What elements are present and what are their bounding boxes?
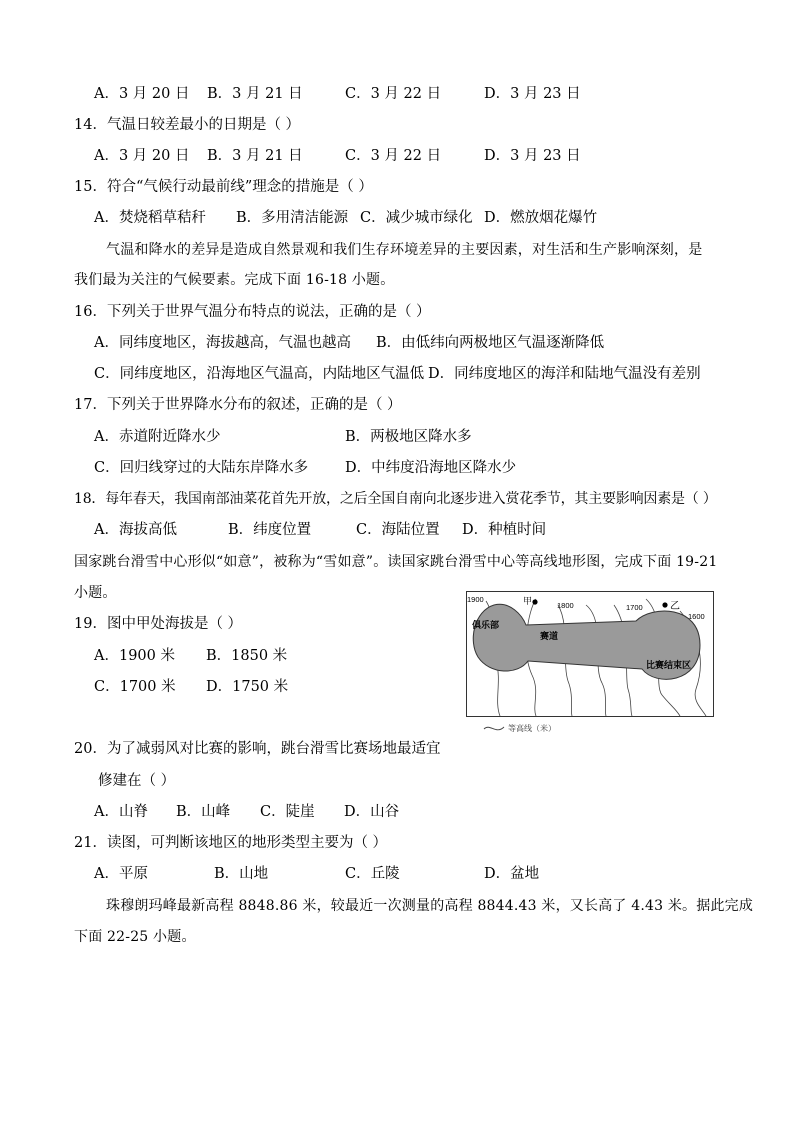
q14-option-c[interactable]: C．3 月 22 日 [345,148,442,164]
point-yi [662,602,667,607]
q14-stem: 14．气温日较差最小的日期是（ ） [74,117,301,133]
q19-option-a[interactable]: A．1900 米 [94,648,175,664]
q16-option-c[interactable]: C．同纬度地区，沿海地区气温高，内陆地区气温低 [94,366,425,382]
q13-option-b[interactable]: B．3 月 21 日 [207,86,303,102]
contour-label-1700: 1700 [626,603,643,612]
contour-map [466,591,714,739]
q16-option-a[interactable]: A．同纬度地区，海拔越高，气温也越高 [94,335,351,351]
passage3-line1: 珠穆朗玛峰最新高程 8848.86 米，较最近一次测量的高程 8844.43 米，又长高了 4.43 米。据此完成 [106,898,754,914]
q19-option-b[interactable]: B．1850 米 [206,648,288,664]
q18-option-a[interactable]: A．海拔高低 [94,522,177,538]
q14-option-d[interactable]: D．3 月 23 日 [484,148,581,164]
legend-label: 等高线（米） [508,724,556,733]
q15-stem: 15．符合“气候行动最前线”理念的措施是（ ） [74,179,373,195]
q18-stem: 18．每年春天，我国南部油菜花首先开放，之后全国自南向北逐步进入赏花季节，其主要影响因素是（ ） [74,491,717,507]
q18-option-b[interactable]: B．纬度位置 [228,522,312,538]
q19-option-d[interactable]: D．1750 米 [206,679,289,695]
contour-label-1900: 1900 [467,595,484,604]
q21-stem: 21．读图，可判断该地区的地形类型主要为（ ） [74,835,388,851]
label-finish: 比赛结束区 [646,661,692,671]
passage3-line2: 下面 22-25 小题。 [74,929,196,945]
q18-option-d[interactable]: D．种植时间 [462,522,547,538]
passage1-line1: 气温和降水的差异是造成自然景观和我们生存环境差异的主要因素，对生活和生产影响深刻，是 [106,242,703,258]
q13-option-d[interactable]: D．3 月 23 日 [484,86,581,102]
q17-option-c[interactable]: C．回归线穿过的大陆东岸降水多 [94,460,309,476]
label-yi: 乙 [670,601,680,612]
q20-option-d[interactable]: D．山谷 [344,804,400,820]
q19-option-c[interactable]: C．1700 米 [94,679,176,695]
q21-option-c[interactable]: C．丘陵 [345,866,400,882]
q17-option-a[interactable]: A．赤道附近降水少 [94,429,221,445]
q13-option-a[interactable]: A．3 月 20 日 [94,86,190,102]
passage2-line2: 小题。 [74,585,117,601]
q13-option-c[interactable]: C．3 月 22 日 [345,86,442,102]
q15-option-b[interactable]: B．多用清洁能源 [236,210,349,226]
label-jia: 甲 [523,597,533,607]
q20-option-c[interactable]: C．陡崖 [260,804,315,820]
q15-option-c[interactable]: C．减少城市绿化 [360,210,473,226]
q18-option-c[interactable]: C．海陆位置 [356,522,440,538]
contour-label-1600: 1600 [688,612,705,621]
q20-option-b[interactable]: B．山峰 [176,804,231,820]
q21-option-b[interactable]: B．山地 [214,866,269,882]
q21-option-d[interactable]: D．盆地 [484,866,540,882]
q20-stem-line2: 修建在（ ） [98,773,176,789]
q14-option-b[interactable]: B．3 月 21 日 [207,148,303,164]
point-jia [532,599,537,604]
q14-option-a[interactable]: A．3 月 20 日 [94,148,190,164]
q21-option-a[interactable]: A．平原 [94,866,148,882]
q19-stem: 19．图中甲处海拔是（ ） [74,616,243,632]
q16-stem: 16．下列关于世界气温分布特点的说法，正确的是（ ） [74,304,431,320]
q20-option-a[interactable]: A．山脊 [94,804,148,820]
q16-option-b[interactable]: B．由低纬向两极地区气温逐渐降低 [376,335,605,351]
q16-option-d[interactable]: D．同纬度地区的海洋和陆地气温没有差别 [428,366,701,382]
q15-option-a[interactable]: A．焚烧稻草秸秆 [94,210,206,226]
q17-option-b[interactable]: B．两极地区降水多 [345,429,472,445]
label-track: 赛道 [540,632,559,642]
passage1-line2: 我们最为关注的气候要素。完成下面 16-18 小题。 [74,272,395,288]
q20-stem-line1: 20．为了减弱风对比赛的影响，跳台滑雪比赛场地最适宜 [74,741,441,757]
q17-stem: 17．下列关于世界降水分布的叙述，正确的是（ ） [74,397,402,413]
contour-label-1800: 1800 [557,601,574,610]
q15-option-d[interactable]: D．燃放烟花爆竹 [484,210,598,226]
label-club: 俱乐部 [472,621,500,631]
q17-option-d[interactable]: D．中纬度沿海地区降水少 [345,460,517,476]
contour-map-svg [466,591,714,739]
legend-contour-symbol [484,727,504,730]
passage2-line1: 国家跳台滑雪中心形似“如意”，被称为“雪如意”。读国家跳台滑雪中心等高线地形图，完成下面 19-21 [74,554,718,570]
